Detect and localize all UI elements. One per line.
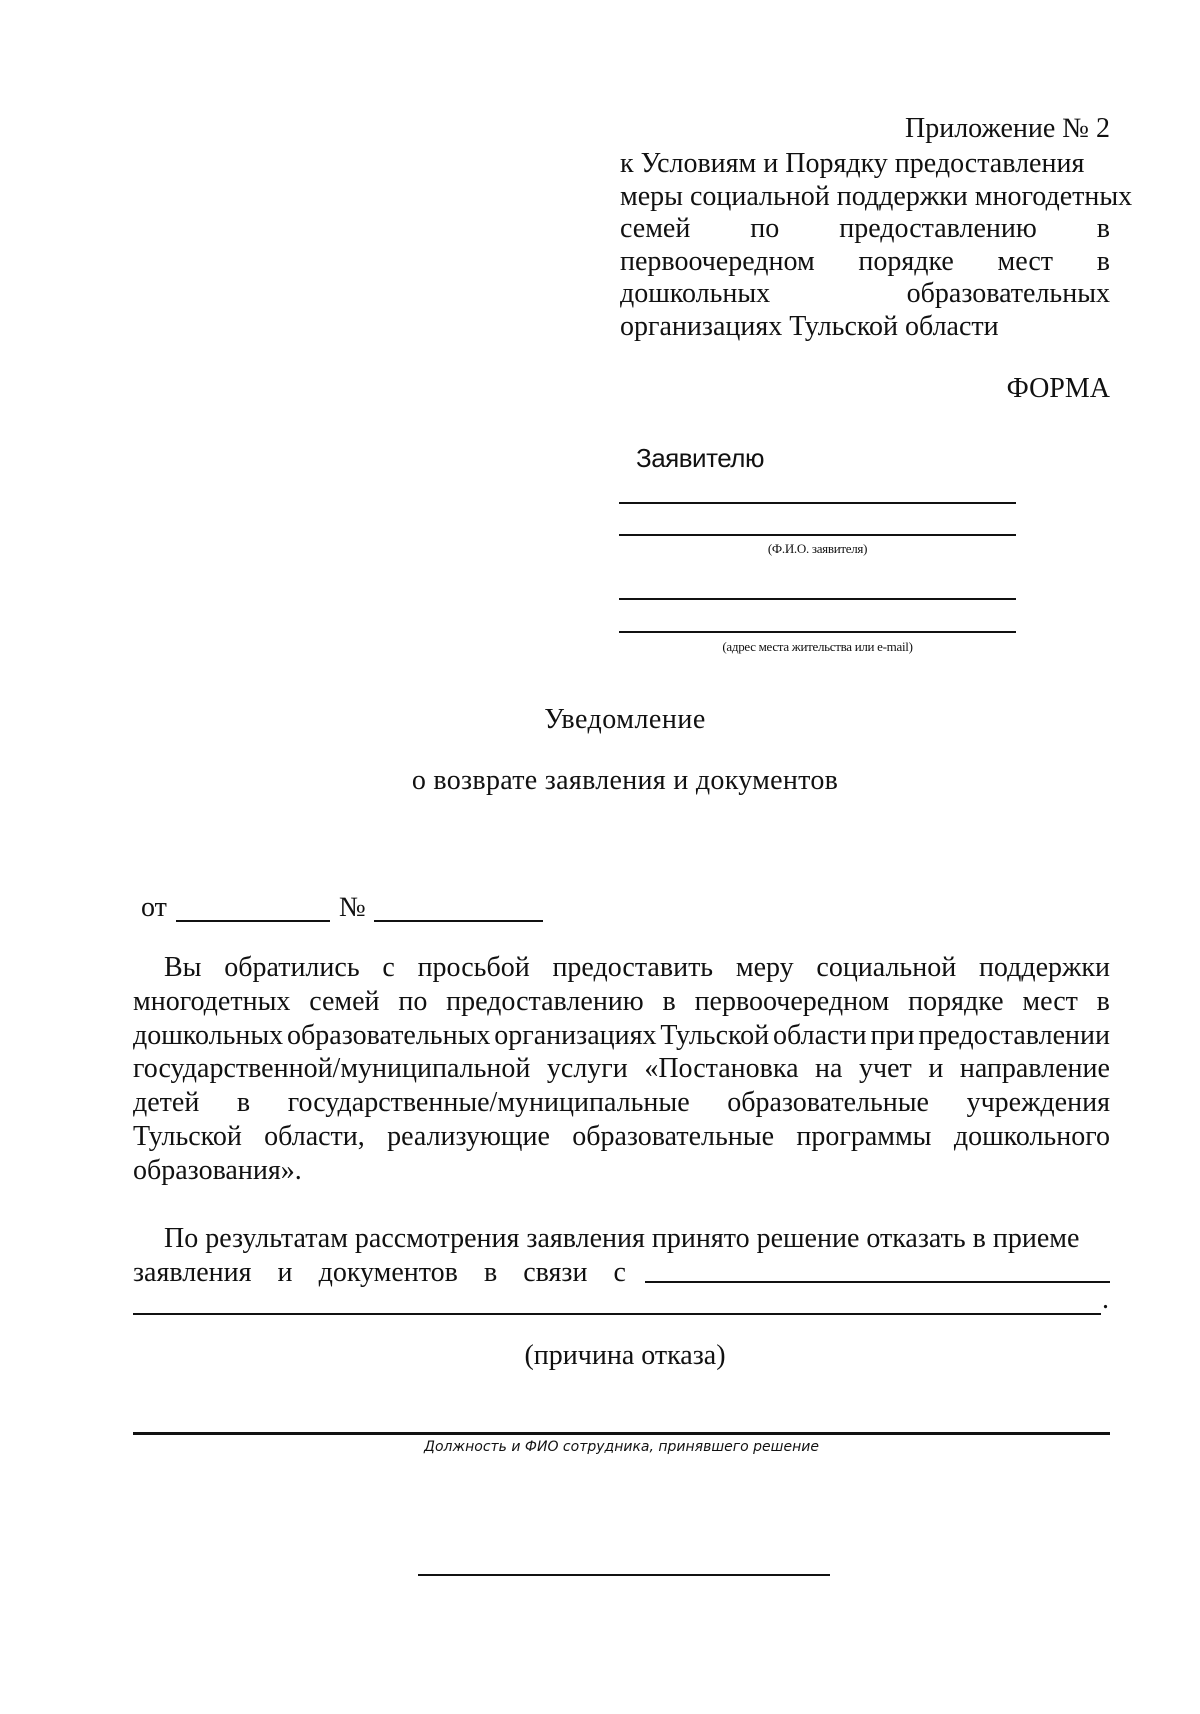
paragraph-line [133,951,1110,985]
word: заявления [133,1256,252,1288]
appendix-word: в [1096,245,1110,277]
word: в [236,1087,251,1119]
word: предоставлении [918,1019,1110,1051]
number-field[interactable] [374,920,543,922]
appendix-body [620,148,1133,343]
appendix-word: по [750,213,780,244]
reason-caption: (причина отказа) [524,1340,726,1371]
word: образовательные [572,1120,774,1152]
word: и [277,1256,293,1288]
notice-subtitle: о возврате заявления и документов [411,765,839,796]
word: семей [309,985,380,1017]
word: «Постановка [644,1053,799,1085]
word: социальной [816,952,957,983]
word: реализующие [387,1120,550,1152]
number-label: № [339,892,366,923]
word: дошкольных [133,1019,284,1051]
end-punct: . [1102,1284,1109,1315]
appendix-word: мест [997,245,1054,277]
paragraph-line [133,1154,1110,1188]
word: государственной/муниципальной [133,1053,531,1085]
word: образования». [133,1154,302,1186]
word: и [928,1053,944,1085]
word: программы [796,1120,932,1152]
word: Тульской [133,1120,242,1152]
appendix-word: дошкольных [620,278,771,309]
appendix-title: Приложение № 2 [905,113,1110,144]
paragraph-line [133,985,1110,1019]
word: Вы [164,952,202,983]
word: образовательные [727,1087,929,1119]
appendix-word: порядке [858,245,954,277]
word: организациях [494,1019,657,1051]
word: документов [318,1256,458,1288]
form-label: ФОРМА [1006,373,1110,404]
word: мест [1022,985,1078,1017]
appendix-line [620,311,1110,344]
paragraph-line [133,1019,1110,1053]
word: области [773,1019,867,1051]
applicant-name-line-1[interactable] [619,502,1016,504]
appendix-word: предоставлению [839,213,1037,244]
word: многодетных [133,985,291,1017]
date-field[interactable] [176,920,330,922]
word: учреждения [966,1087,1110,1119]
appendix-word: в [1096,213,1110,244]
word: при [870,1019,915,1051]
word: государственные/муниципальные [287,1087,690,1119]
word: меру [735,952,794,983]
appendix-word: первоочередном [620,245,815,277]
appendix-text: меры социальной поддержки многодетных [620,180,1133,212]
applicant-address-line-2[interactable] [619,631,1016,633]
word: с [613,1256,626,1288]
appendix-line [620,246,1110,279]
word: детей [133,1087,200,1119]
word: направление [959,1053,1110,1085]
word: образовательных [287,1019,491,1051]
word: в [662,985,676,1017]
appendix-word: семей [620,213,691,244]
reason-field-line-1[interactable] [645,1281,1110,1283]
appendix-line [620,278,1110,311]
notice-title: Уведомление [544,704,706,735]
word: на [815,1053,843,1085]
from-label: от [141,892,167,923]
appendix-word: образовательных [906,278,1110,309]
word: первоочередном [694,985,890,1017]
signature-line[interactable] [133,1432,1110,1435]
appendix-line [620,148,1110,181]
word: предоставлению [446,985,644,1017]
appendix-text: к Условиям и Порядку предоставления [620,148,1085,179]
applicant-address-caption: (адрес места жительства или e-mail) [722,639,913,654]
paragraph-line [133,1086,1110,1120]
appendix-line [620,180,1133,214]
appendix-text: организациях Тульской области [620,310,999,342]
applicant-address-line-1[interactable] [619,598,1016,600]
paragraph-request [133,951,1110,1188]
decision-text: По результатам рассмотрения заявления принято решение отказать в приеме [164,1223,1080,1254]
word: учет [859,1053,912,1085]
word: предоставить [552,952,714,983]
word: обратились [224,952,360,983]
word: по [398,985,428,1017]
reason-field-line-2[interactable] [133,1313,1101,1315]
word: Тульской [660,1019,770,1051]
word: в [483,1256,498,1288]
word: с [382,952,395,983]
applicant-name-caption: (Ф.И.О. заявителя) [767,541,868,556]
word: в [1096,985,1110,1017]
signature-caption: Должность и ФИО сотрудника, принявшего решение [424,1439,819,1455]
word: дошкольного [953,1120,1110,1152]
applicant-label: Заявителю [636,443,764,473]
paragraph-line [133,1052,1110,1086]
paragraph-line [133,1256,626,1290]
word: услуги [546,1053,628,1085]
word: порядке [908,985,1004,1017]
appendix-line [620,213,1110,246]
word: области, [264,1120,365,1152]
applicant-name-line-2[interactable] [619,534,1016,536]
word: просьбой [417,952,530,983]
word: поддержки [978,952,1110,983]
paragraph-line [133,1120,1110,1154]
paragraph-line [133,1222,1110,1256]
paragraph-decision [133,1222,1110,1290]
word: связи [523,1256,588,1288]
bottom-signature-line[interactable] [418,1574,830,1576]
